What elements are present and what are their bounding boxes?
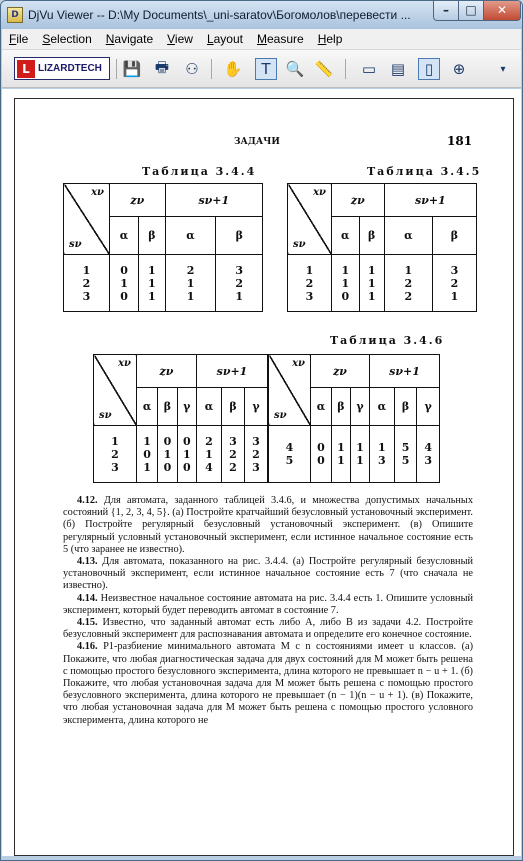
maximize-button[interactable]: □	[458, 1, 484, 21]
table-caption: Таблица 3.4.4	[142, 165, 257, 178]
table-cell: 3 2 2	[222, 426, 245, 483]
toolbar-overflow-icon[interactable]: ▾	[500, 63, 506, 75]
table-row-labels: 1 2 3	[64, 255, 110, 312]
document-page	[14, 98, 514, 856]
table-sub-col: α	[196, 388, 221, 426]
table-sub-col: β	[394, 388, 417, 426]
corner-input-label: xν	[292, 358, 305, 369]
table-sub-col: γ	[177, 388, 196, 426]
select-rect-icon[interactable]: ▭	[361, 60, 377, 78]
table-sub-col: α	[311, 388, 332, 426]
table-cell: 0 1 0	[158, 426, 177, 483]
close-button[interactable]: ✕	[483, 1, 521, 21]
table-3-4-6-right	[268, 354, 440, 483]
single-page-icon[interactable]: ▯	[418, 58, 440, 80]
table-cell: 2 1 1	[165, 255, 216, 312]
menu-help[interactable]: Help	[317, 32, 343, 46]
toolbar-separator	[116, 59, 117, 79]
table-corner	[64, 184, 110, 255]
table-col-group: sν+1	[165, 184, 262, 217]
table-row-labels: 1 2 3	[288, 255, 332, 312]
table-sub-col: β	[359, 217, 384, 255]
minimize-button[interactable]: –	[433, 1, 459, 21]
ruler-measure-icon[interactable]: 📏	[314, 60, 334, 78]
table-col-group: zν	[332, 184, 385, 217]
table-caption: Таблица 3.4.6	[330, 334, 445, 347]
lizard-icon: L	[17, 60, 35, 78]
toolbar-separator	[211, 59, 212, 79]
table-cell: 0 1 0	[177, 426, 196, 483]
corner-state-label: sν	[274, 410, 287, 421]
menu-file[interactable]: File	[9, 32, 29, 46]
toolbar	[2, 50, 521, 88]
table-col-group: sν+1	[196, 355, 267, 388]
corner-state-label: sν	[69, 239, 82, 250]
zoom-magnifier-icon[interactable]: 🔍	[285, 60, 305, 78]
paragraph: 4.15. Известно, что заданный автомат есть либо A, либо B из задачи 4.2. Постройте безусловный эксперимент для распознавания автомата и определите его конечное состояние.	[63, 617, 473, 641]
print-icon[interactable]: 🖶	[154, 57, 170, 76]
save-icon[interactable]: 💾	[122, 60, 142, 78]
table-cell: 1 1 1	[139, 255, 166, 312]
table-cell: 3 2 3	[244, 426, 267, 483]
table-cell: 5 5	[394, 426, 417, 483]
table-sub-col: α	[384, 217, 432, 255]
table-sub-col: γ	[417, 388, 440, 426]
table-sub-col: γ	[244, 388, 267, 426]
paragraph: 4.14. Неизвестное начальное состояние автомата на рис. 3.4.4 есть 1. Опишите условный эксперимент, который будет переводить автомат в состояние 7.	[63, 592, 473, 616]
table-sub-col: β	[158, 388, 177, 426]
paragraph: 4.13. Для автомата, показанного на рис. 3.4.4. (а) Постройте регулярный безусловный установочный эксперимент, если истинное начальное состояние есть 7 (что сначала не известно).	[63, 556, 473, 592]
find-binoculars-icon[interactable]: ⚇	[185, 60, 199, 78]
corner-input-label: xν	[313, 187, 326, 198]
table-3-4-6-left	[93, 354, 268, 483]
table-3-4-4	[63, 183, 263, 312]
menu-file-rest: ile	[16, 32, 29, 46]
table-cell: 1 1 0	[332, 255, 360, 312]
toolbar-separator	[345, 59, 346, 79]
document-viewer[interactable]	[2, 89, 521, 856]
table-cell: 0 1 0	[110, 255, 139, 312]
table-row-labels: 4 5	[269, 426, 311, 483]
table-corner	[288, 184, 332, 255]
page-number: 181	[447, 134, 473, 148]
table-sub-col: γ	[350, 388, 369, 426]
body-text	[63, 495, 473, 727]
lizardtech-logo[interactable]: L LIZARDTECH	[14, 57, 110, 80]
corner-input-label: xν	[118, 358, 131, 369]
table-col-group: zν	[311, 355, 370, 388]
table-col-group: zν	[137, 355, 197, 388]
table-cell: 1 1	[331, 426, 350, 483]
table-cell: 1 2 2	[384, 255, 432, 312]
window-title: DjVu Viewer -- D:\My Documents\_uni-saratov\Богомолов\перевести ...	[28, 8, 411, 22]
table-cell: 1 3	[370, 426, 395, 483]
menu-selection[interactable]: Selection	[42, 32, 92, 46]
hand-pan-icon[interactable]: ✋	[223, 60, 243, 78]
table-sub-col: β	[216, 217, 263, 255]
zoom-in-icon[interactable]: ⊕	[452, 60, 466, 78]
table-sub-col: α	[370, 388, 395, 426]
table-sub-col: α	[137, 388, 158, 426]
table-sub-col: α	[332, 217, 360, 255]
table-cell: 2 1 4	[196, 426, 221, 483]
table-sub-col: α	[110, 217, 139, 255]
table-cell: 0 0	[311, 426, 332, 483]
paragraph: 4.16. P1-разбиение минимального автомата M с n состояниями имеет u классов. (а) Покажите, что любая диагностическая задача для двух состояний для M может быть решена с помощью простого безусловного эксперимента, длина которого не превышает n − u + 1. (б) Покажите, что любая установочная задача для M может быть решена с помощью простого безусловного эксперимента, длина которого не превышает (n − 1)(n − u + 1). (в) Покажите, что любая установочная задача для M может быть решена с помощью простого условного эксперимента, длина которого не	[63, 641, 473, 726]
table-cell: 1 1 1	[359, 255, 384, 312]
table-sub-col: α	[165, 217, 216, 255]
table-row-labels: 1 2 3	[94, 426, 137, 483]
table-cell: 1 0 1	[137, 426, 158, 483]
window-bottom-border	[2, 856, 521, 861]
thumbnails-icon[interactable]: ▤	[390, 60, 406, 78]
title-bar[interactable]	[1, 1, 522, 29]
table-sub-col: β	[139, 217, 166, 255]
table-sub-col: β	[432, 217, 476, 255]
corner-state-label: sν	[293, 239, 306, 250]
table-caption: Таблица 3.4.5	[367, 165, 482, 178]
table-sub-col: β	[222, 388, 245, 426]
table-cell: 1 1	[350, 426, 369, 483]
menu-bar	[2, 29, 521, 50]
djvu-app-icon: D	[7, 7, 23, 23]
menu-navigate[interactable]: Navigate	[105, 32, 154, 46]
corner-state-label: sν	[99, 410, 112, 421]
table-col-group: sν+1	[370, 355, 440, 388]
table-col-group: sν+1	[384, 184, 476, 217]
menu-measure[interactable]: Measure	[256, 32, 304, 46]
table-cell: 3 2 1	[432, 255, 476, 312]
table-cell: 3 2 1	[216, 255, 263, 312]
table-col-group: zν	[110, 184, 166, 217]
table-3-4-5	[287, 183, 477, 312]
table-sub-col: β	[331, 388, 350, 426]
table-corner	[94, 355, 137, 426]
table-corner	[269, 355, 311, 426]
corner-input-label: xν	[91, 187, 104, 198]
menu-view[interactable]: View	[167, 32, 193, 46]
table-cell: 4 3	[417, 426, 440, 483]
running-head: ЗАДАЧИ	[234, 137, 280, 147]
text-select-icon[interactable]: T	[255, 58, 277, 80]
menu-layout[interactable]: Layout	[206, 32, 243, 46]
paragraph: 4.12. Для автомата, заданного таблицей 3.4.6, и множества допустимых начальных состояний {1, 2, 3, 4, 5}. (а) Постройте кратчайший безусловный установочный эксперимент. (б) Постройте регулярный безусловный установочный эксперимент. (в) Опишите регулярный условный установочный эксперимент, если истинное начальное состояние есть 5 (что заранее не известно).	[63, 495, 473, 555]
